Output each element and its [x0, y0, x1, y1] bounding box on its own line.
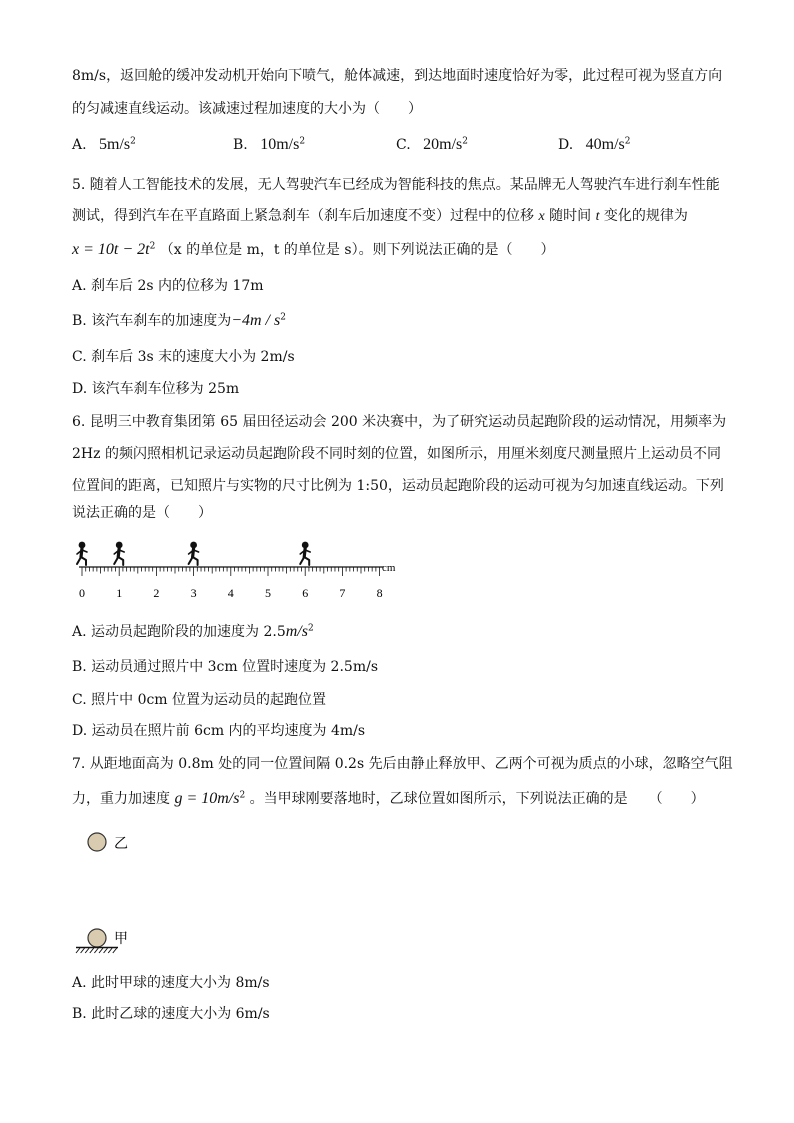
option-value: 20m/s — [423, 136, 463, 153]
q7-line-2 — [72, 789, 705, 809]
ground-hatch-line — [113, 948, 117, 953]
q6-line-3: 位置间的距离，已知照片与实物的尺寸比例为 1:50，运动员起跑阶段的运动可视为匀加速直线运动。下列 — [72, 478, 724, 494]
option-exponent: 2 — [130, 136, 136, 147]
runner-icon — [114, 542, 124, 565]
q6-option-b: B. 运动员通过照片中 3cm 位置时速度为 2.5m/s — [72, 659, 379, 675]
option-exponent: 2 — [624, 136, 631, 147]
q7-line-2-text: 力，重力加速度 — [72, 791, 170, 807]
q5-line-1: 5. 随着人工智能技术的发展，无人驾驶汽车已经成为智能科技的焦点。某品牌无人驾驶汽车进行刹车性能 — [72, 177, 720, 193]
q5-option-a: A. 刹车后 2s 内的位移为 17m — [72, 278, 264, 294]
ruler-tick-label: 2 — [153, 586, 160, 600]
ground-hatch-line — [81, 948, 85, 953]
q5-formula: = 10t − 2t — [79, 241, 150, 258]
ruler-tick-label: 8 — [376, 586, 383, 600]
ball-jia-label: 甲 — [114, 932, 128, 947]
q5-option-b-value: −4m / s — [231, 312, 281, 329]
ruler-figure — [68, 536, 408, 604]
ruler-tick-label: 4 — [227, 586, 234, 600]
q6-line-1: 6. 昆明三中教育集团第 65 届田径运动会 200 米决赛中，为了研究运动员起跑阶段的运动情况，用频率为 — [72, 414, 727, 430]
option-value: 40m/s — [585, 136, 625, 153]
ruler-tick-label: 7 — [339, 586, 346, 600]
q6-line-4: 说法正确的是（ ） — [72, 505, 212, 521]
ruler-tick-label: 3 — [190, 586, 197, 600]
q4-option-b — [233, 135, 305, 155]
ruler-tick-label: 5 — [265, 586, 271, 600]
option-letter: D. — [558, 137, 574, 153]
q4-option-a — [72, 135, 136, 155]
ball-yi-label: 乙 — [114, 837, 128, 852]
q7-line-2-text-end: 。当甲球刚要落地时，乙球位置如图所示，下列说法正确的是 （ ） — [249, 791, 705, 807]
runner-icon — [189, 542, 199, 565]
runner-icon — [300, 542, 310, 565]
falling-balls-figure — [72, 826, 172, 956]
option-exponent: 2 — [299, 136, 306, 147]
ground-hatch-line — [94, 948, 98, 953]
option-value: 5m/s — [99, 136, 131, 153]
ruler-tick-label: 6 — [302, 586, 309, 600]
q7-gravity-exponent: 2 — [239, 790, 246, 801]
ground-hatch-line — [90, 948, 94, 953]
option-exponent: 2 — [462, 136, 468, 147]
ground-hatch-line — [99, 948, 103, 953]
q5-line-3-text: （x 的单位是 m，t 的单位是 s）。则下列说法正确的是（ ） — [159, 242, 555, 258]
q7-line-1: 7. 从距地面高为 0.8m 处的同一位置间隔 0.2s 先后由静止释放甲、乙两个可视为质点的小球，忽略空气阻 — [72, 756, 733, 772]
q5-option-c: C. 刹车后 3s 末的速度大小为 2m/s — [72, 349, 295, 365]
ground-hatch-line — [76, 948, 80, 953]
q5-line-3 — [72, 240, 555, 260]
ruler-ticks — [79, 567, 384, 576]
q7-gravity-formula: g = 10m/s — [174, 790, 240, 807]
q5-option-b — [72, 311, 286, 331]
option-letter: C. — [396, 137, 411, 153]
q4-line-2: 的匀减速直线运动。该减速过程加速度的大小为（ ） — [72, 101, 422, 117]
ground-hatch-line — [85, 948, 89, 953]
ruler-tick-labels — [79, 586, 383, 600]
ruler-unit-label: cm — [382, 562, 396, 574]
q5-line-2 — [72, 206, 688, 227]
ball-yi — [88, 833, 106, 851]
ground-hatch-line — [108, 948, 112, 953]
ball-jia — [88, 929, 106, 947]
option-letter: A. — [72, 137, 87, 153]
ground-hatching — [76, 948, 117, 953]
ruler-tick-label: 0 — [79, 586, 85, 600]
ground-hatch-line — [104, 948, 108, 953]
q5-line-2-text-mid: 随时间 — [549, 208, 592, 224]
ruler-tick-label: 1 — [116, 586, 123, 600]
q5-var-t: t — [595, 209, 600, 224]
q5-option-b-text: B. 该汽车刹车的加速度为 — [72, 313, 232, 329]
q4-option-d — [558, 135, 631, 155]
q6-option-a — [72, 622, 314, 642]
q6-option-a-exponent: 2 — [307, 623, 314, 634]
q5-line-2-text-end: 变化的规律为 — [603, 208, 688, 224]
q4-line-1: 8m/s，返回舱的缓冲发动机开始向下喷气，舱体减速，到达地面时速度恰好为零，此过程可视为竖直方向 — [72, 68, 723, 84]
runner-figures — [77, 542, 310, 565]
q6-option-a-value: m/s — [285, 623, 308, 640]
q5-formula-exponent: 2 — [149, 241, 156, 252]
q7-option-b: B. 此时乙球的速度大小为 6m/s — [72, 1006, 270, 1022]
q4-option-c — [396, 135, 468, 155]
q7-option-a: A. 此时甲球的速度大小为 8m/s — [72, 975, 270, 991]
runner-icon — [77, 542, 87, 565]
q6-option-c: C. 照片中 0cm 位置为运动员的起跑位置 — [72, 692, 327, 708]
q6-option-d: D. 运动员在照片前 6cm 内的平均速度为 4m/s — [72, 723, 366, 739]
q5-var-x: x — [538, 209, 545, 224]
q6-line-2: 2Hz 的频闪照相机记录运动员起跑阶段不同时刻的位置，如图所示，用厘米刻度尺测量照片上运动员不同 — [72, 446, 721, 462]
option-value: 10m/s — [260, 136, 300, 153]
option-letter: B. — [233, 137, 248, 153]
q5-formula-lhs: x — [72, 241, 80, 258]
q6-option-a-text: A. 运动员起跑阶段的加速度为 2.5 — [72, 624, 286, 640]
q5-option-b-exponent: 2 — [280, 312, 286, 323]
q5-line-2-text: 测试，得到汽车在平直路面上紧急刹车（刹车后加速度不变）过程中的位移 — [72, 208, 534, 224]
q5-option-d: D. 该汽车刹车位移为 25m — [72, 381, 240, 397]
